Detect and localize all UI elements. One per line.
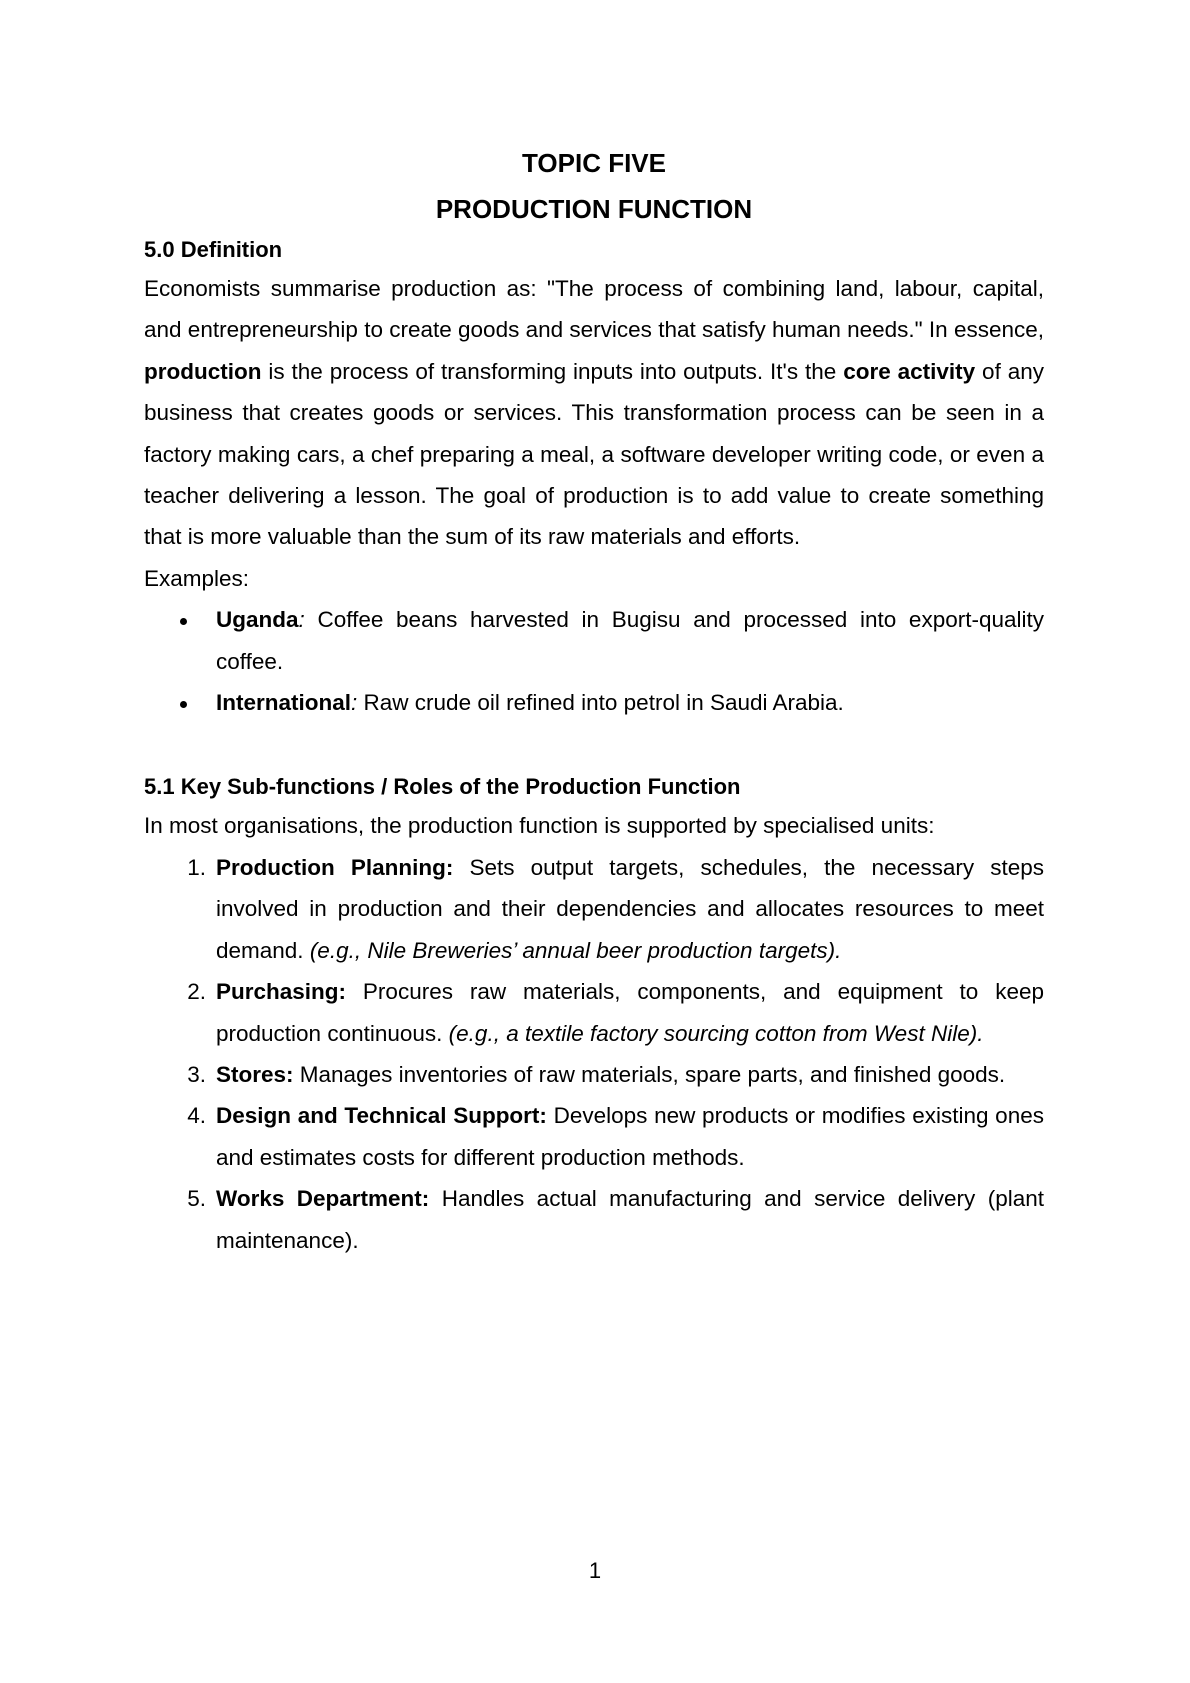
list-item: 2. Purchasing: Procures raw materials, components, and equipment to keep production continuous. (e.g., a textile factory sourcing cotton from West Nile).: [144, 971, 1044, 1054]
subfunctions-list: [144, 847, 1044, 1261]
list-item: 3. Stores: Manages inventories of raw materials, spare parts, and finished goods.: [144, 1054, 1044, 1095]
topic-title: TOPIC FIVE: [522, 148, 666, 178]
section-heading-subfunctions: 5.1 Key Sub-functions / Roles of the Production Function: [144, 774, 741, 800]
list-number: 2.: [187, 979, 206, 1005]
list-number: 3.: [187, 1061, 206, 1087]
subfunctions-intro: In most organisations, the production function is supported by specialised units:: [144, 813, 935, 839]
list-item: 1. Production Planning: Sets output targets, schedules, the necessary steps involved in production and their dependencies and allocates resources to meet demand. (e.g., Nile Breweries’ annual beer production targets).: [144, 847, 1044, 971]
bullet-icon: [180, 618, 187, 625]
examples-list: [144, 599, 1044, 723]
document-page: [144, 140, 1044, 1261]
list-item: 5. Works Department: Handles actual manufacturing and service delivery (plant maintenance).: [144, 1178, 1044, 1261]
bullet-icon: [180, 701, 187, 708]
list-item: 4. Design and Technical Support: Develops new products or modifies existing ones and estimates costs for different production methods.: [144, 1095, 1044, 1178]
examples-label: Examples:: [144, 565, 250, 591]
subject-title: PRODUCTION FUNCTION: [435, 194, 753, 224]
section-heading-definition: 5.0 Definition: [144, 237, 283, 262]
list-item: Uganda: Coffee beans harvested in Bugisu and processed into export-quality coffee.: [144, 599, 1044, 682]
page-number: 1: [588, 1558, 602, 1583]
list-number: 4.: [187, 1103, 206, 1129]
definition-paragraph: Economists summarise production as: "The process of combining land, labour, capital, and entrepreneurship to create goods and services that satisfy human needs." In essence, production is the process of transforming inputs into outputs. It's the core activity of any business that creates goods or services. This transformation process can be seen in a factory making cars, a chef preparing a meal, a software developer writing code, or even a teacher delivering a lesson. The goal of production is to add value to create something that is more valuable than the sum of its raw materials and efforts.: [144, 276, 1044, 550]
list-number: 1.: [187, 854, 206, 880]
list-number: 5.: [187, 1186, 206, 1212]
list-item: International: Raw crude oil refined into petrol in Saudi Arabia.: [144, 682, 1044, 723]
